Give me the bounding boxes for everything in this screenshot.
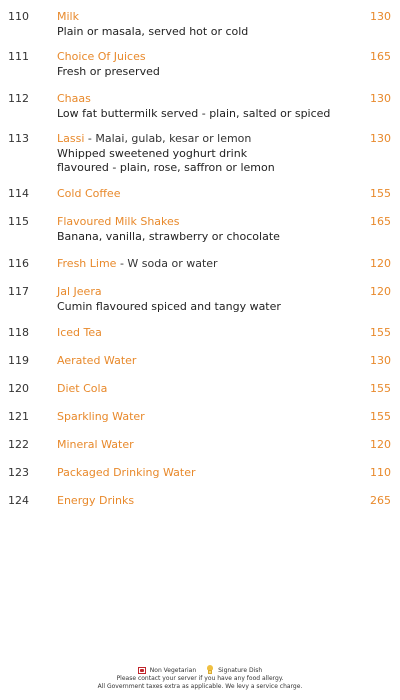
item-code: 115 bbox=[8, 215, 29, 228]
item-price: 165 bbox=[370, 215, 391, 228]
allergy-note: Please contact your server if you have any food allergy. bbox=[116, 675, 284, 682]
item-price: 130 bbox=[370, 132, 391, 145]
item-name bbox=[57, 187, 120, 200]
item-description: Whipped sweetened yoghurt drink bbox=[57, 147, 248, 160]
item-name bbox=[57, 10, 79, 23]
item-description: Banana, vanilla, strawberry or chocolate bbox=[57, 230, 280, 243]
item-name bbox=[57, 382, 107, 395]
menu-footer bbox=[0, 665, 400, 691]
non-veg-label: Non Vegetarian bbox=[149, 666, 197, 674]
item-name-text: Milk bbox=[57, 10, 79, 23]
item-name bbox=[57, 354, 136, 367]
item-price: 130 bbox=[370, 10, 391, 23]
item-description: Cumin flavoured spiced and tangy water bbox=[57, 300, 281, 313]
item-price: 155 bbox=[370, 326, 391, 339]
item-code: 112 bbox=[8, 92, 29, 105]
item-code: 116 bbox=[8, 257, 29, 270]
item-name-text: Cold Coffee bbox=[57, 187, 121, 200]
item-price: 120 bbox=[370, 257, 391, 270]
item-code: 118 bbox=[8, 326, 29, 339]
item-code: 120 bbox=[8, 382, 29, 395]
item-code: 114 bbox=[8, 187, 29, 200]
item-name-suffix: - W soda or water bbox=[116, 257, 218, 270]
item-price: 165 bbox=[370, 50, 391, 63]
item-name-text: Sparkling Water bbox=[57, 410, 145, 423]
item-name-text: Lassi bbox=[57, 132, 85, 145]
item-code: 121 bbox=[8, 410, 29, 423]
item-name bbox=[57, 257, 218, 270]
item-name bbox=[57, 326, 102, 339]
item-price: 110 bbox=[370, 466, 391, 479]
item-name bbox=[57, 132, 251, 145]
item-name-text: Iced Tea bbox=[57, 326, 102, 339]
item-name bbox=[57, 285, 102, 298]
item-code: 124 bbox=[8, 494, 29, 507]
item-price: 265 bbox=[370, 494, 391, 507]
item-price: 130 bbox=[370, 92, 391, 105]
item-name bbox=[57, 92, 91, 105]
item-price: 120 bbox=[370, 285, 391, 298]
item-description: Low fat buttermilk served - plain, salted or spiced bbox=[57, 107, 331, 120]
non-veg-icon bbox=[138, 667, 146, 674]
item-code: 110 bbox=[8, 10, 29, 23]
item-name bbox=[57, 494, 134, 507]
legend-non-veg bbox=[138, 667, 196, 674]
item-name-text: Jal Jeera bbox=[57, 285, 102, 298]
item-name bbox=[57, 410, 145, 423]
item-name-text: Energy Drinks bbox=[57, 494, 135, 507]
item-name bbox=[57, 50, 146, 63]
item-code: 113 bbox=[8, 132, 29, 145]
item-name-text: Chaas bbox=[57, 92, 91, 105]
signature-label: Signature Dish bbox=[218, 666, 263, 674]
tax-note: All Government taxes extra as applicable. We levy a service charge. bbox=[97, 683, 303, 690]
item-price: 130 bbox=[370, 354, 391, 367]
item-code: 117 bbox=[8, 285, 29, 298]
item-name-suffix: - Malai, gulab, kesar or lemon bbox=[84, 132, 252, 145]
item-name-text: Aerated Water bbox=[57, 354, 137, 367]
item-name-text: Flavoured Milk Shakes bbox=[57, 215, 180, 228]
item-price: 155 bbox=[370, 187, 391, 200]
item-code: 123 bbox=[8, 466, 29, 479]
item-code: 111 bbox=[8, 50, 29, 63]
chef-hat-icon bbox=[206, 665, 214, 675]
item-name-text: Packaged Drinking Water bbox=[57, 466, 196, 479]
item-name bbox=[57, 466, 196, 479]
item-code: 119 bbox=[8, 354, 29, 367]
item-price: 120 bbox=[370, 438, 391, 451]
item-name bbox=[57, 215, 180, 228]
item-code: 122 bbox=[8, 438, 29, 451]
item-name bbox=[57, 438, 134, 451]
item-name-text: Diet Cola bbox=[57, 382, 108, 395]
item-description: Fresh or preserved bbox=[57, 65, 160, 78]
item-name-text: Fresh Lime bbox=[57, 257, 117, 270]
item-name-text: Choice Of Juices bbox=[57, 50, 146, 63]
legend bbox=[0, 665, 400, 675]
item-description: flavoured - plain, rose, saffron or lemon bbox=[57, 161, 275, 174]
item-price: 155 bbox=[370, 410, 391, 423]
item-description: Plain or masala, served hot or cold bbox=[57, 25, 249, 38]
item-price: 155 bbox=[370, 382, 391, 395]
item-name-text: Mineral Water bbox=[57, 438, 134, 451]
legend-signature bbox=[206, 665, 262, 675]
